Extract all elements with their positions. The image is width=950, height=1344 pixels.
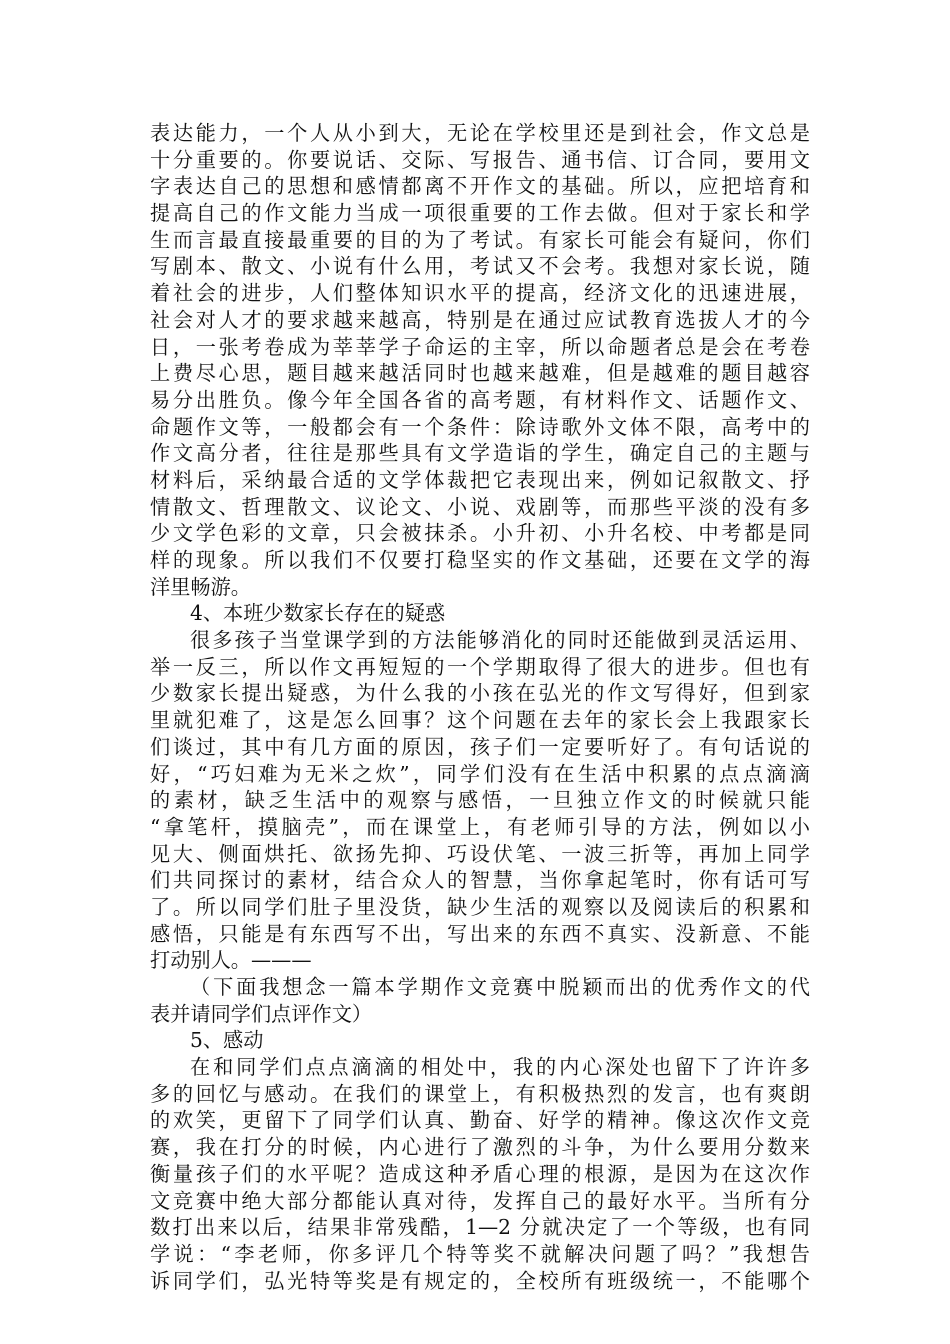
- text-line: 十分重要的。你要说话、交际、写报告、通书信、订合同，要用文: [150, 147, 810, 172]
- text-line: 感悟，只能是有东西写不出，写出来的东西不真实、没新意、不能: [150, 921, 810, 946]
- text-line: 赛，我在打分的时候，内心进行了激烈的斗争，为什么要用分数来: [150, 1135, 810, 1160]
- text-line: 生而言最直接最重要的目的为了考试。有家长可能会有疑问，你们: [150, 227, 810, 252]
- text-line: （下面我想念一篇本学期作文竞赛中脱颖而出的优秀作文的代: [190, 975, 810, 999]
- text-line: 上费尽心思，题目越来越活同时也越来越难，但是越难的题目越容: [150, 361, 810, 386]
- text-line: 少文学色彩的文章，只会被抹杀。小升初、小升名校、中考都是同: [150, 521, 810, 546]
- text-line: 表达能力，一个人从小到大，无论在学校里还是到社会，作文总是: [150, 121, 810, 145]
- text-line: 的素材，缺乏生活中的观察与感悟，一旦独立作文的时候就只能: [150, 788, 810, 813]
- text-line: 作文高分者，往往是那些具有文学造诣的学生，确定自己的主题与: [150, 441, 810, 466]
- text-line: 很多孩子当堂课学到的方法能够消化的同时还能做到灵活运用、: [190, 628, 810, 653]
- text-line: 里就犯难了，这是怎么回事？这个问题在去年的家长会上我跟家长: [150, 708, 810, 733]
- text-line: 着社会的进步，人们整体知识水平的提高，经济文化的迅速进展，: [150, 281, 810, 306]
- text-line: 了。所以同学们肚子里没货，缺少生活的观察以及阅读后的积累和: [150, 894, 810, 919]
- text-line: 社会对人才的要求越来越高，特别是在通过应试教育选拔人才的今: [150, 307, 810, 332]
- text-line: 衡量孩子们的水平呢？造成这种矛盾心理的根源，是因为在这次作: [150, 1161, 810, 1186]
- document-body: [150, 120, 810, 1294]
- text-line: 少数家长提出疑惑，为什么我的小孩在弘光的作文写得好，但到家: [150, 681, 810, 706]
- text-line: 见大、侧面烘托、欲扬先抑、巧设伏笔、一波三折等，再加上同学: [150, 841, 810, 866]
- text-line: 写剧本、散文、小说有什么用，考试又不会考。我想对家长说，随: [150, 254, 810, 279]
- text-line: 表并请同学们点评作文）: [150, 1001, 373, 1026]
- text-line: 诉同学们，弘光特等奖是有规定的，全校所有班级统一，不能哪个: [150, 1268, 810, 1293]
- text-line: 学说：“李老师，你多评几个特等奖不就解决问题了吗？”我想告: [150, 1241, 810, 1266]
- text-line: 日，一张考卷成为莘莘学子命运的主宰，所以命题者总是会在考卷: [150, 334, 810, 359]
- text-line: 提高自己的作文能力当成一项很重要的工作去做。但对于家长和学: [150, 201, 810, 226]
- text-line: 情散文、哲理散文、议论文、小说、戏剧等，而那些平淡的没有多: [150, 494, 810, 519]
- text-line: 们共同探讨的素材，结合众人的智慧，当你拿起笔时，你有话可写: [150, 868, 810, 893]
- text-line: 洋里畅游。: [150, 574, 251, 599]
- text-line: 命题作文等，一般都会有一个条件：除诗歌外文体不限，高考中的: [150, 414, 810, 439]
- text-line: 字表达自己的思想和感情都离不开作文的基础。所以，应把培育和: [150, 174, 810, 199]
- text-line: 数打出来以后，结果非常残酷，1—2 分就决定了一个等级，也有同: [150, 1215, 810, 1240]
- text-line: 4、本班少数家长存在的疑惑: [190, 601, 446, 626]
- text-line: 举一反三，所以作文再短短的一个学期取得了很大的进步。但也有: [150, 654, 810, 679]
- text-line: 材料后，采纳最合适的文学体裁把它表现出来，例如记叙散文、抒: [150, 467, 810, 492]
- text-line: 5、感动: [190, 1028, 264, 1053]
- text-line: 们谈过，其中有几方面的原因，孩子们一定要听好了。有句话说的: [150, 734, 810, 759]
- text-line: 样的现象。所以我们不仅要打稳坚实的作文基础，还要在文学的海: [150, 548, 810, 572]
- text-line: “拿笔杆，摸脑壳”，而在课堂上，有老师引导的方法，例如以小: [150, 814, 810, 839]
- text-line: 多的回忆与感动。在我们的课堂上，有积极热烈的发言，也有爽朗: [150, 1081, 810, 1106]
- text-line: 好，“巧妇难为无米之炊”，同学们没有在生活中积累的点点滴滴: [150, 761, 810, 786]
- text-line: 打动别人。———: [150, 948, 312, 973]
- text-line: 的欢笑，更留下了同学们认真、勤奋、好学的精神。像这次作文竞: [150, 1108, 810, 1133]
- text-line: 易分出胜负。像今年全国各省的高考题，有材料作文、话题作文、: [150, 387, 810, 412]
- text-line: 在和同学们点点滴滴的相处中，我的内心深处也留下了许许多: [190, 1055, 810, 1080]
- text-line: 文竞赛中绝大部分都能认真对待，发挥自己的最好水平。当所有分: [150, 1188, 810, 1213]
